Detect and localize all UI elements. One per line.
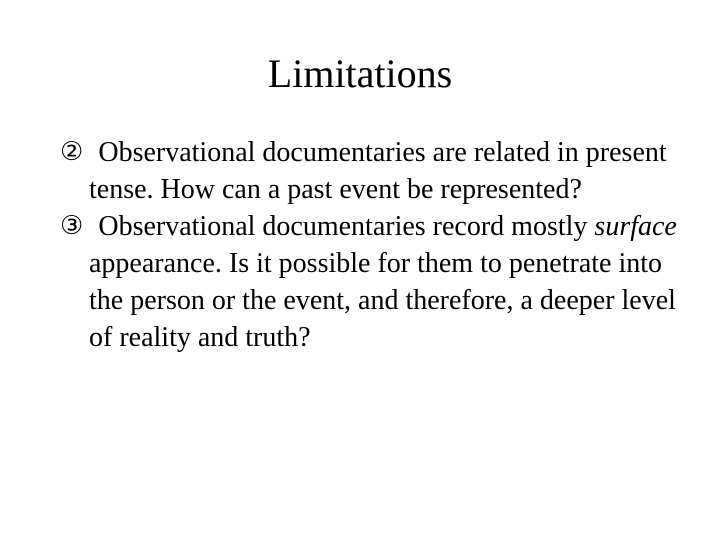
slide-title: Limitations <box>267 51 453 96</box>
bullet-text-emphasis: surface <box>594 211 677 242</box>
bullet-item-3 <box>62 208 682 356</box>
bullet-text <box>89 211 677 353</box>
bullet-list <box>62 134 682 356</box>
circled-two-marker: ② <box>60 137 84 167</box>
circled-three-marker: ③ <box>60 211 84 241</box>
bullet-text-body: Observational documentaries are related in present tense. How can a past event be represented? <box>89 137 667 205</box>
bullet-text <box>89 137 667 205</box>
bullet-text-before: Observational documentaries record mostly <box>98 211 595 242</box>
bullet-item-2 <box>62 134 682 208</box>
bullet-text-after: appearance. Is it possible for them to penetrate into the person or the event, and therefore, a deeper level of reality and truth? <box>89 248 676 353</box>
